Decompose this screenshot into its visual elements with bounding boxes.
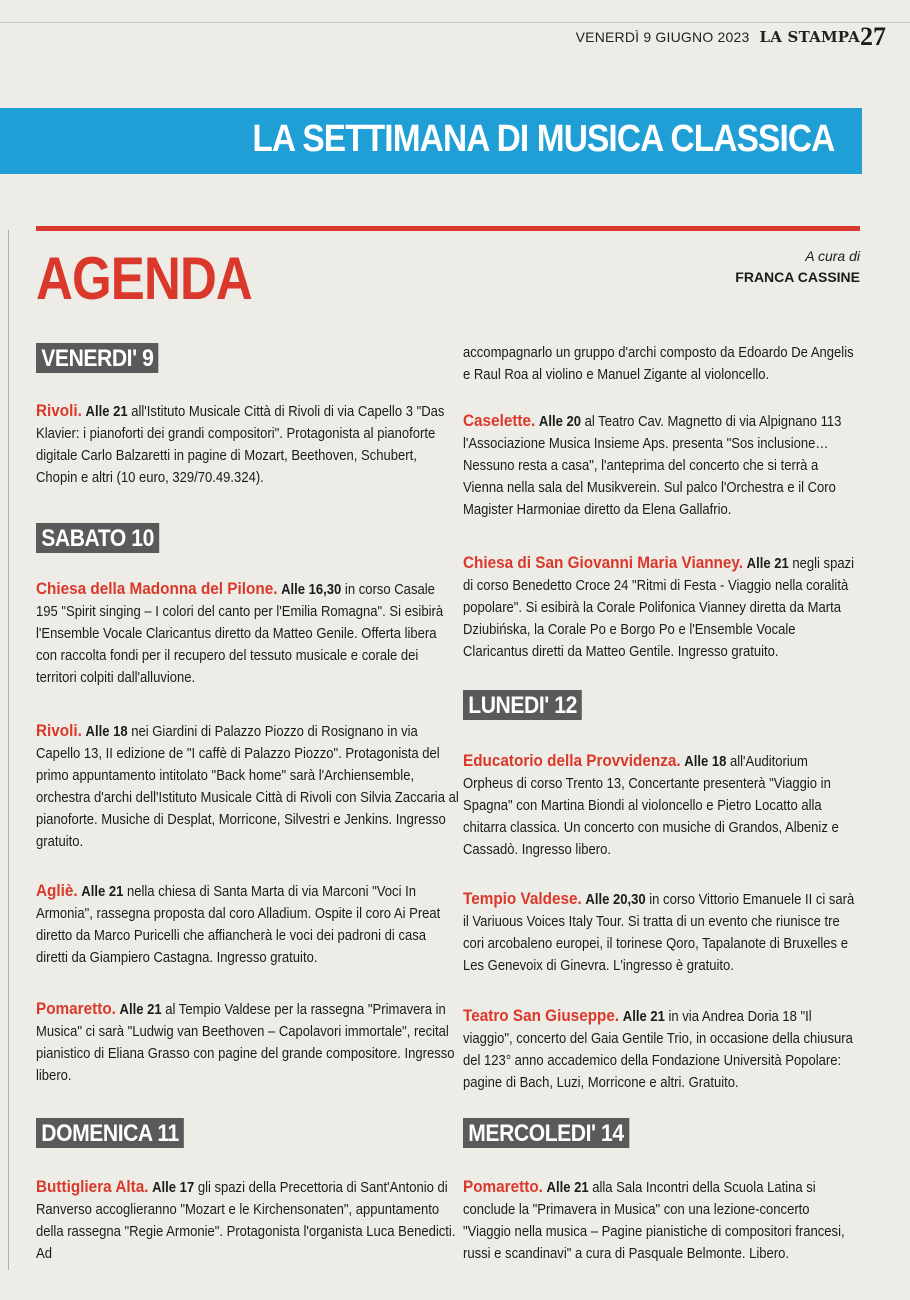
event-place: Educatorio della Provvidenza. [463, 751, 681, 770]
event-place: Caselette. [463, 411, 536, 430]
issue-date: VENERDÌ 9 GIUGNO 2023 [575, 29, 750, 45]
event-place: Teatro San Giuseppe. [463, 1006, 620, 1025]
curated-by-label: A cura di [805, 248, 860, 264]
event-text: in via Andrea Doria 18 "Il viaggio", concerto del Gaia Gentile Trio, in occasione della chiusura del 123° anno accademico della Fondazione Università Popolare: pagine di Bach, Luzi, Morricone e altri. Gratuito. [463, 1009, 853, 1091]
event-text: alla Sala Incontri della Scuola Latina si conclude la "Primavera in Musica" con una lezione-concerto "Viaggio nella musica – Pagine pianistiche di compositori francesi, russi e scandinavi" a cura di Pasquale Belmonte. Libero. [463, 1180, 845, 1262]
event-text: all'Auditorium Orpheus di corso Trento 13, Concertante presenterà "Viaggio in Spagna" con Martina Biondi al violoncello e Pietro Locatto alla chitarra classica. Un concerto con musiche di Grandos, Albeniz e Cassadò. Ingresso libero. [463, 754, 839, 858]
event-time: Alle 16,30 [281, 582, 342, 598]
red-rule [36, 226, 860, 231]
event-text: negli spazi di corso Benedetto Croce 24 "Ritmi di Festa - Viaggio nella coralità popolare". Si esibirà la Corale Polifonica Vianney diretta da Marta Dziubińska, la Corale Po e Borgo Po e l'Ensemble Vocale Claricantus diretti da Matteo Gentile. Ingresso gratuito. [463, 556, 855, 660]
banner-title: LA SETTIMANA DI MUSICA CLASSICA [251, 118, 834, 160]
event-text: in corso Casale 195 "Spirit singing – I colori del canto per l'Emilia Romagna". Si esibirà l'Ensemble Vocale Claricantus diretto da Matteo Genile. Offerta libera con raccolta fondi per il recupero del tessuto musicale e corale dei territori colpiti dall'alluvione. [36, 582, 444, 686]
page-number: 27 [860, 22, 886, 51]
event-rivoli-friday [36, 400, 459, 489]
event-pomaretto-wednesday [463, 1176, 859, 1265]
event-rivoli-saturday [36, 720, 459, 853]
day-heading-monday: LUNEDI' 12 [463, 690, 582, 720]
event-place: Pomaretto. [463, 1177, 543, 1196]
event-time: Alle 20,30 [585, 892, 646, 908]
event-place: Pomaretto. [36, 999, 116, 1018]
curator-name: FRANCA CASSINE [735, 269, 860, 285]
event-time: Alle 21 [85, 404, 128, 420]
event-place: Buttigliera Alta. [36, 1177, 149, 1196]
event-time: Alle 21 [81, 884, 124, 900]
event-place: Rivoli. [36, 721, 82, 740]
event-time: Alle 21 [622, 1009, 665, 1025]
event-time: Alle 20 [538, 414, 581, 430]
event-text: accompagnarlo un gruppo d'archi composto da Edoardo De Angelis e Raul Roa al violino e Manuel Zigante al violoncello. [463, 345, 854, 383]
event-time: Alle 21 [746, 556, 789, 572]
day-heading-wednesday: MERCOLEDI' 14 [463, 1118, 629, 1148]
event-text: all'Istituto Musicale Città di Rivoli di via Capello 3 "Das Klavier: i pianoforti dei grandi compositori". Protagonista al pianoforte digitale Carlo Balzaretti in pagine di Mozart, Beethoven, Schubert, Chopin e altri (10 euro, 329/70.49.324). [36, 404, 445, 486]
event-time: Alle 18 [684, 754, 727, 770]
event-buttigliera [36, 1176, 459, 1265]
event-san-giuseppe [463, 1005, 859, 1094]
event-place: Agliè. [36, 881, 78, 900]
section-banner [0, 108, 862, 174]
event-pomaretto-saturday [36, 998, 459, 1087]
agenda-title: AGENDA [36, 245, 252, 312]
day-heading-sunday: DOMENICA 11 [36, 1118, 184, 1148]
event-text: nella chiesa di Santa Marta di via Marconi "Voci In Armonia", rassegna proposta dal coro Alladium. Ospite il coro Ai Preat diretto da Marco Puricelli che affiancherà le voci dei padroni di casa diretti da Giampiero Castagna. Ingresso gratuito. [36, 884, 441, 966]
column-divider [8, 230, 9, 1270]
event-text: al Tempio Valdese per la rassegna "Primavera in Musica" ci sarà "Ludwig van Beethoven – Capolavori immortale", recital pianistico di Eliana Grasso con pagine del grande compositore. Ingresso libero. [36, 1002, 455, 1084]
event-text: gli spazi della Precettoria di Sant'Antonio di Ranverso accoglieranno "Mozart e le Kirchensonaten", appuntamento della rassegna "Regie Armonie". Protagonista l'organista Luca Benedicti. Ad [36, 1180, 456, 1262]
event-text: in corso Vittorio Emanuele II ci sarà il Variuous Voices Italy Tour. Si tratta di un evento che riunisce tre cori arcobaleno europei, il torinese Qoro, Tapalanote di Bruxelles e Les Genevoix di Ginevra. L'ingresso è gratuito. [463, 892, 855, 974]
event-time: Alle 17 [152, 1180, 195, 1196]
day-heading-friday: VENERDI' 9 [36, 343, 159, 373]
page-number-wrap [860, 22, 900, 52]
event-caselette [463, 410, 859, 521]
event-place: Tempio Valdese. [463, 889, 582, 908]
event-text: al Teatro Cav. Magnetto di via Alpignano 113 l'Associazione Musica Insieme Aps. presenta "Sos inclusione… Nessuno resta a casa", l'anteprima del concerto che si terrà a Vienna nella sala del Musikverein. Sul palco l'Orchestra e il Coro Magister Harmoniae diretto da Elena Gallafrio. [463, 414, 842, 518]
header-rule [0, 22, 910, 23]
newspaper-name: LA STAMPA [759, 28, 860, 46]
event-time: Alle 21 [546, 1180, 589, 1196]
event-text: nei Giardini di Palazzo Piozzo di Rosignano in via Capello 13, II edizione de "I caffè di Palazzo Piozzo". Protagonista del primo appuntamento intitolato "Back home" sarà l'Archiensemble, orchestra d'archi dell'Istituto Musicale Città di Rivoli con Silvia Zaccaria al pianoforte. Musiche di Desplat, Morricone, Silvestri e Jenkins. Ingresso gratuito. [36, 724, 459, 850]
dateline [576, 28, 860, 46]
event-pilone [36, 578, 459, 689]
event-time: Alle 21 [119, 1002, 162, 1018]
event-aglie [36, 880, 459, 969]
event-tempio-valdese [463, 888, 859, 977]
event-time: Alle 18 [85, 724, 128, 740]
curator-box [735, 246, 860, 288]
day-heading-saturday: SABATO 10 [36, 523, 159, 553]
event-buttigliera-continued [463, 342, 859, 386]
event-educatorio [463, 750, 859, 861]
event-vianney [463, 552, 859, 663]
event-place: Chiesa della Madonna del Pilone. [36, 579, 278, 598]
event-place: Chiesa di San Giovanni Maria Vianney. [463, 553, 744, 572]
event-place: Rivoli. [36, 401, 82, 420]
